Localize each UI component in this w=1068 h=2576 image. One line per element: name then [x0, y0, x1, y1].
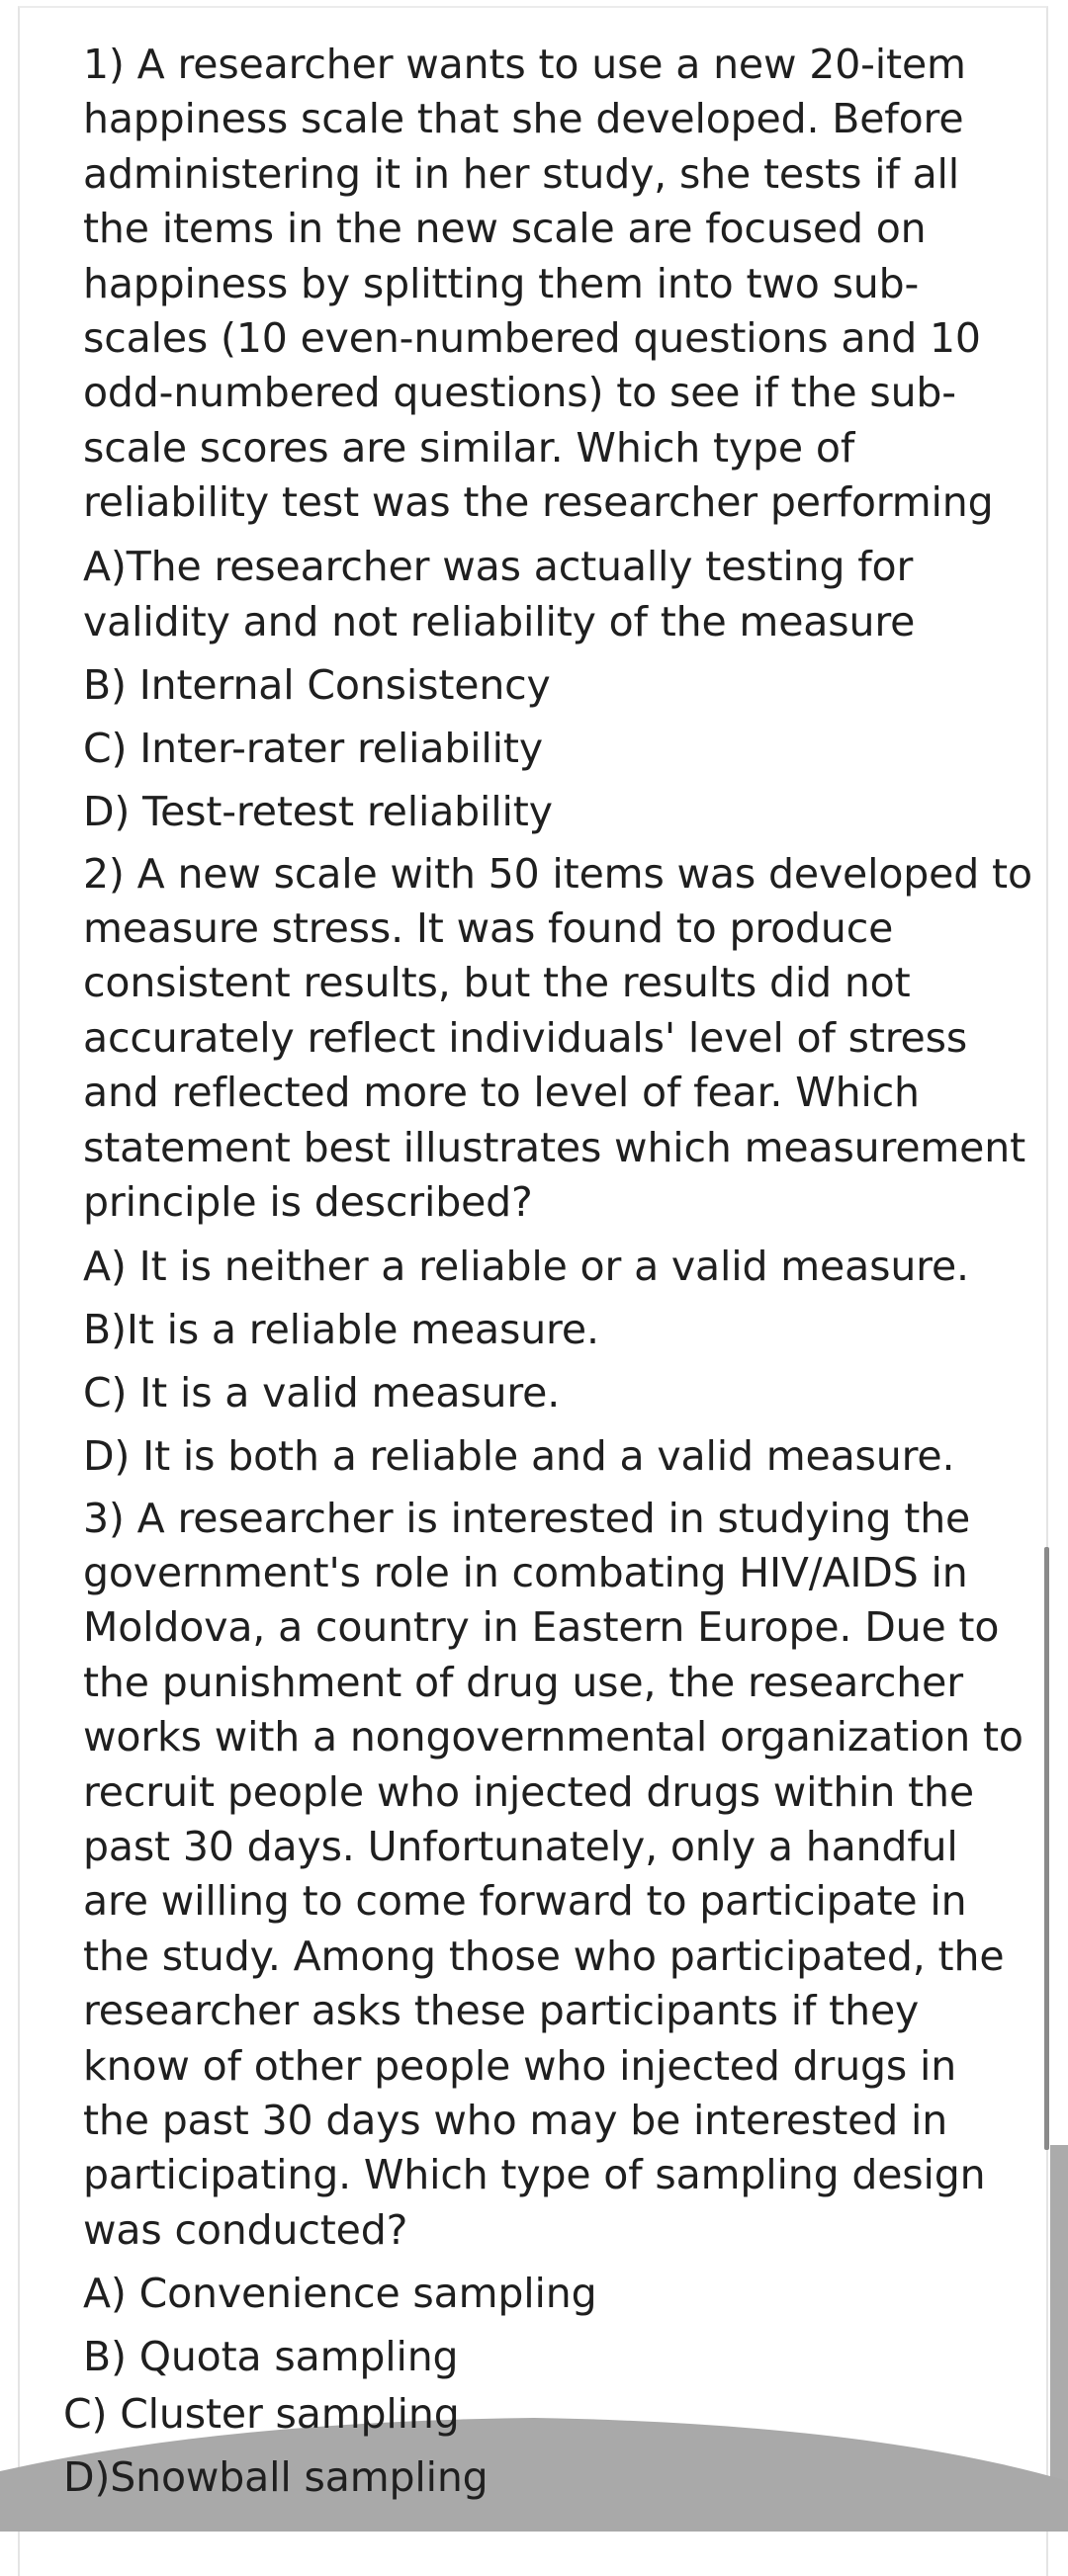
question-1-option-a: A)The researcher was actually testing for validity and not reliability of the measure: [83, 542, 916, 645]
question-1-text: 1) A researcher wants to use a new 20-item happiness scale that she developed. Before administering it in her study, she tests if all the items in the new scale are focused on happiness by splitting them into two sub-scales (10 even-numbered questions and 10 odd-numbered questions) to see if the sub-scale scores are similar. Which type of reliability test was the researcher performing: [83, 41, 994, 527]
question-1-option-d: D) Test-retest reliability: [83, 787, 553, 835]
question-2-option-c: C) It is a valid measure.: [83, 1368, 561, 1417]
question-2-option-d: D) It is both a reliable and a valid measure.: [83, 1431, 955, 1480]
question-3-text: 3) A researcher is interested in studying the government's role in combating HIV/AIDS in Moldova, a country in Eastern Europe. Due to the punishment of drug use, the researcher works with a nongovernmental organization to recruit people who injected drugs within the past 30 days. Unfortunately, only a handful are willing to come forward to participate in the study. Among those who participated, the researcher asks these participants if they know of other people who injected drugs in the past 30 days who may be interested in participating. Which type of sampling design was conducted?: [83, 1494, 1024, 2254]
question-2-option-a: A) It is neither a reliable or a valid measure.: [83, 1242, 969, 1290]
document-page: [18, 6, 1048, 2576]
question-list: [83, 38, 1032, 2384]
question-1-option-c: C) Inter-rater reliability: [83, 724, 543, 772]
question-3-option-b: B) Quota sampling: [83, 2333, 459, 2381]
question-3-option-d: D)Snowball sampling: [63, 2453, 489, 2501]
question-2-text: 2) A new scale with 50 items was developed to measure stress. It was found to produce consistent results, but the results did not accurately reflect individuals' level of stress and reflected more to level of fear. Which statement best illustrates which measurement principle is described?: [83, 849, 1032, 1227]
question-3-option-a: A) Convenience sampling: [83, 2270, 597, 2318]
question-1-option-b: B) Internal Consistency: [83, 660, 551, 709]
question-2-option-b: B)It is a reliable measure.: [83, 1305, 599, 1353]
question-3-option-c: C) Cluster sampling: [63, 2390, 460, 2438]
scrollbar-thumb[interactable]: [1044, 1547, 1049, 2150]
